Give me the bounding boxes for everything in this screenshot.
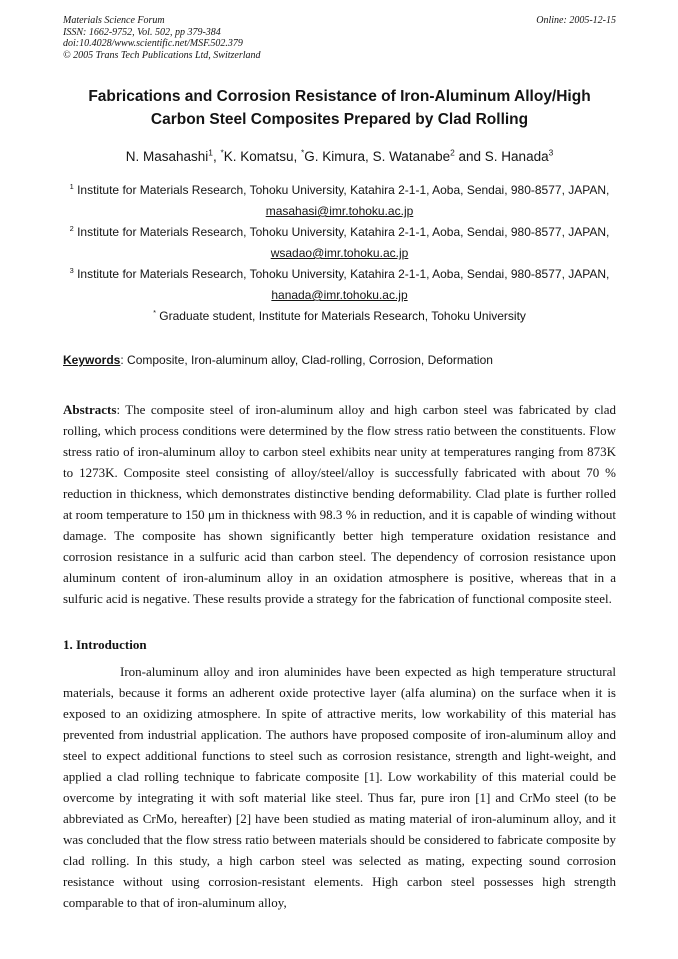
keywords-line <box>63 353 616 367</box>
author-name-1: N. Masahashi <box>125 149 209 164</box>
author-separator: , <box>212 149 221 164</box>
keywords-label: Keywords <box>63 353 121 367</box>
author-superscript-5: 3 <box>548 147 554 158</box>
affiliation-3-email-link[interactable]: hanada@imr.tohoku.ac.jp <box>271 288 408 302</box>
author-line <box>63 149 616 164</box>
abstract-paragraph <box>63 399 616 609</box>
author-superscript-4: 2 <box>450 147 455 158</box>
affiliation-2-email-link[interactable]: wsadao@imr.tohoku.ac.jp <box>270 246 409 260</box>
journal-copyright: © 2005 Trans Tech Publications Ltd, Switzerland <box>63 49 261 61</box>
author-separator: , <box>293 149 302 164</box>
affiliation-2-superscript: 2 <box>69 224 74 233</box>
journal-name: Materials Science Forum <box>63 15 165 26</box>
author-name-3: G. Kimura <box>304 149 366 164</box>
journal-issn-volume: ISSN: 1662-9752, Vol. 502, pp 379-384 <box>63 26 221 38</box>
affiliation-3-text: Institute for Materials Research, Tohoku University, Katahira 2-1-1, Aoba, Sendai, 980-8577, JAPAN, <box>73 267 610 281</box>
affiliation-3 <box>63 264 616 306</box>
keywords-text: : Composite, Iron-aluminum alloy, Clad-rolling, Corrosion, Deformation <box>120 353 493 367</box>
author-name-2: K. Komatsu <box>223 149 294 164</box>
author-separator: , <box>365 149 373 164</box>
introduction-paragraph: Iron-aluminum alloy and iron aluminides have been expected as high temperature structural materials, because it forms an adherent oxide protective layer (alfa alumina) on the surface when it is exposed to an oxidizing atmosphere. In spite of attractive merits, low workability of this material has prevented from industrial application. The authors have proposed composite of iron-aluminum alloy and steel to expect additional functions to steel such as corrosion resistance, strength and light-weight, and applied a clad rolling technique to fabricate composite [1]. Low workability of this material could be overcome by integrating it with soft material like steel. Thus far, pure iron [1] and CrMo steel (to be abbreviated as CrMo, hereafter) [2] have been studied as mating material of iron-aluminum alloy, and it was concluded that the flow stress ratio between materials should be considered to fabricate composite by clad rolling. In this study, a high carbon steel was selected as mating, expecting sound corrosion resistance without using corrosion-resistant elements. High carbon steel possesses high strength comparable to that of iron-aluminum alloy, <box>63 664 616 910</box>
author-asterisk-2: * <box>220 147 224 158</box>
online-date: Online: 2005-12-15 <box>536 15 616 26</box>
author-superscript-1: 1 <box>208 147 213 158</box>
journal-doi: doi:10.4028/www.scientific.net/MSF.502.379 <box>63 38 243 49</box>
footnote-asterisk: * <box>153 308 156 317</box>
affiliation-2-text: Institute for Materials Research, Tohoku University, Katahira 2-1-1, Aoba, Sendai, 980-8577, JAPAN, <box>73 225 610 239</box>
journal-info-block <box>63 15 261 61</box>
affiliation-1-superscript: 1 <box>69 182 74 191</box>
journal-header <box>63 15 616 61</box>
affiliation-2 <box>63 222 616 264</box>
affiliation-1 <box>63 180 616 222</box>
section-heading-introduction: 1. Introduction <box>63 637 147 652</box>
affiliation-1-email-link[interactable]: masahasi@imr.tohoku.ac.jp <box>265 204 414 218</box>
author-separator: and <box>454 149 485 164</box>
author-name-4: S. Watanabe <box>372 149 451 164</box>
author-name-5: S. Hanada <box>484 149 549 164</box>
affiliation-1-text: Institute for Materials Research, Tohoku University, Katahira 2-1-1, Aoba, Sendai, 980-8577, JAPAN, <box>73 183 610 197</box>
abstract-label: Abstracts <box>63 402 117 417</box>
graduate-student-footnote <box>63 306 616 327</box>
footnote-text: Graduate student, Institute for Materials Research, Tohoku University <box>155 309 526 323</box>
affiliations-block <box>63 180 616 327</box>
abstract-text: : The composite steel of iron-aluminum alloy and high carbon steel was fabricated by clad rolling, which process conditions were determined by the flow stress ratio between the constituents. Flow stress ratio of iron-aluminum alloy to carbon steel exhibits near unity at temperatures ranging from 873K to 1273K. Composite steel consisting of alloy/steel/alloy is successfully fabricated with about 70 % reduction in thickness, which demonstrates distinctive bending deformability. Clad plate is further rolled at room temperature to 150 μm in thickness with 98.3 % in reduction, and it is capable of winding without damage. The composite has shown significantly better high temperature oxidation resistance and corrosion resistance in a sulfuric acid than carbon steel. The dependency of corrosion resistance upon aluminum content of iron-aluminum alloy in an oxidation atmosphere is positive, whereas that in a sulfuric acid is negative. These results provide a strategy for the fabrication of functional composite steel. <box>63 402 616 606</box>
author-asterisk-3: * <box>301 147 305 158</box>
paper-title: Fabrications and Corrosion Resistance of Iron-Aluminum Alloy/High Carbon Steel Composites Prepared by Clad Rolling <box>88 88 591 128</box>
affiliation-3-superscript: 3 <box>69 266 74 275</box>
